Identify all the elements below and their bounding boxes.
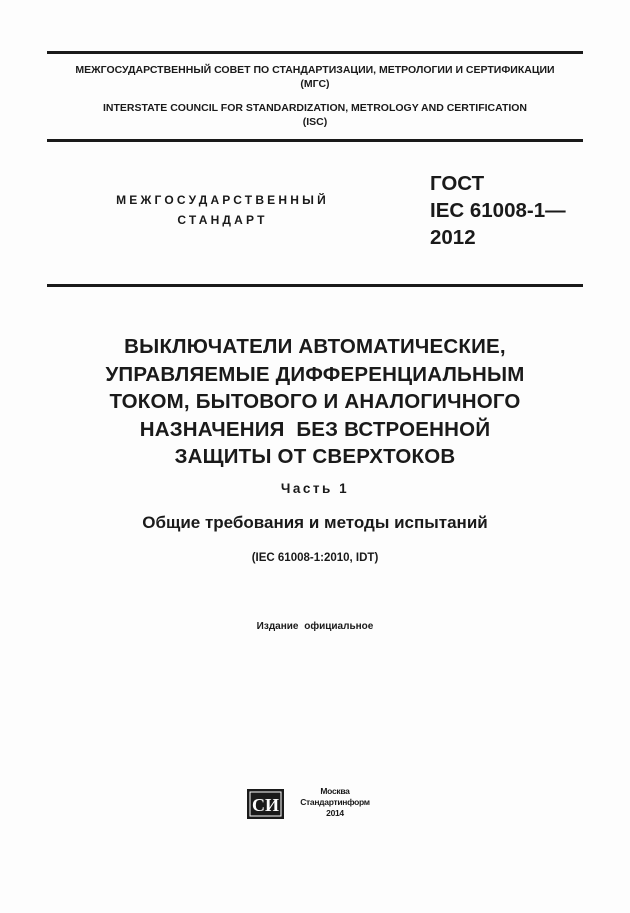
standard-type-line1: МЕЖГОСУДАРСТВЕННЫЙ <box>116 193 329 207</box>
iec-reference: (IEC 61008-1:2010, IDT) <box>251 552 379 564</box>
designation-rule <box>47 284 583 287</box>
title-line1: ВЫКЛЮЧАТЕЛИ АВТОМАТИЧЕСКИЕ, <box>124 335 506 358</box>
publisher-year: 2014 <box>326 808 344 818</box>
designation-line1: ГОСТ <box>430 172 485 195</box>
council-name-ru <box>47 63 583 91</box>
council-name-en <box>47 101 583 129</box>
title-line5: ЗАЩИТЫ ОТ СВЕРХТОКОВ <box>174 445 456 468</box>
standard-designation <box>430 170 566 251</box>
council-rule <box>47 139 583 142</box>
publisher-info <box>290 786 380 819</box>
edition-note: Издание официальное <box>256 621 374 632</box>
title-line2: УПРАВЛЯЕМЫЕ ДИФФЕРЕНЦИАЛЬНЫМ <box>105 362 525 386</box>
title-line4: НАЗНАЧЕНИЯ БЕЗ ВСТРОЕННОЙ <box>139 417 491 441</box>
top-rule <box>47 51 583 54</box>
publisher-logo <box>247 789 284 819</box>
publisher-name: Стандартинформ <box>300 797 370 807</box>
council-name-en-line1: INTERSTATE COUNCIL FOR STANDARDIZATION, METROLOGY AND CERTIFICATION <box>102 102 528 114</box>
council-name-ru-line1: МЕЖГОСУДАРСТВЕННЫЙ СОВЕТ ПО СТАНДАРТИЗАЦИИ, МЕТРОЛОГИИ И СЕРТИФИКАЦИИ <box>75 64 555 76</box>
designation-line2: IEC 61008-1— <box>430 199 566 222</box>
council-abbr-ru: (МГС) <box>300 78 330 90</box>
document-subtitle: Общие требования и методы испытаний <box>142 513 488 532</box>
title-line3: ТОКОМ, БЫТОВОГО И АНАЛОГИЧНОГО <box>109 390 521 413</box>
logo-text: СИ <box>252 795 279 815</box>
document-title <box>47 333 583 471</box>
standard-type <box>95 190 350 230</box>
part-number: Часть 1 <box>280 481 350 496</box>
standard-type-line2: СТАНДАРТ <box>177 213 268 227</box>
designation-line3: 2012 <box>430 226 476 249</box>
publisher-city: Москва <box>320 786 350 796</box>
council-abbr-en: (ISC) <box>302 116 328 128</box>
